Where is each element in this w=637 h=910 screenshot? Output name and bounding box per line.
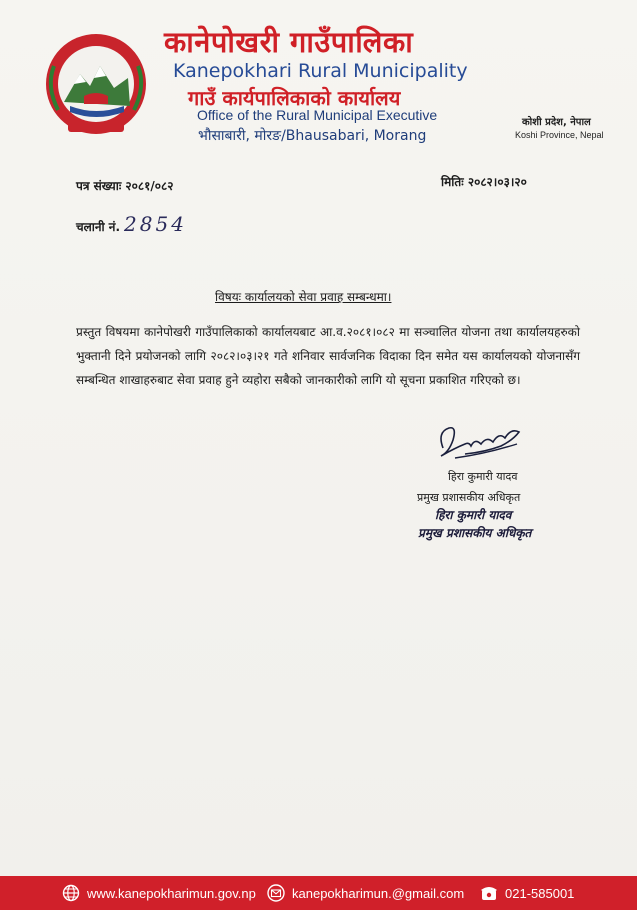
dispatch-handwritten-number: 2854 (124, 212, 187, 236)
email-text: kanepokharimun.@gmail.com (292, 885, 465, 901)
municipality-title-np: कानेपोखरी गाउँपालिका (164, 25, 414, 59)
dispatch-number (76, 212, 187, 236)
province-en: Koshi Province, Nepal (515, 130, 604, 140)
letter-body: प्रस्तुत विषयमा कानेपोखरी गाउँपालिकाको कार्यालयबाट आ.व.२०८१।०८२ मा सञ्चालित योजना तथा कार्यालयहरुको भुक्तानी दिने प्रयोजनको लागि २०८२।०३।२१ गते शनिवार सार्वजनिक विदाका दिन समेत यस कार्यालयको योजनासँग सम्बन्धित शाखाहरुबाट सेवा प्रवाह हुने व्यहोरा सबैको जानकारीको लागि यो सूचना प्रकाशित गरिएको छ। (76, 325, 580, 387)
office-address: भौसाबारी, मोरङ/Bhausabari, Morang (198, 128, 427, 144)
globe-icon (62, 884, 80, 902)
handwritten-signature (435, 418, 525, 464)
signatory-title: प्रमुख प्रशासकीय अधिकृत (417, 491, 521, 504)
office-title-np: गाउँ कार्यपालिकाको कार्यालय (188, 86, 401, 110)
reference-number: पत्र संख्याः २०८१/०८२ (76, 179, 174, 193)
letter-date: मितिः २०८२।०३।२० (441, 175, 527, 189)
letter-subject: विषयः कार्यालयको सेवा प्रवाह सम्बन्धमा। (215, 290, 392, 304)
dispatch-label: चलानी नं. (76, 220, 121, 234)
signatory-name: हिरा कुमारी यादव (448, 470, 518, 483)
phone-text: 021-585001 (505, 885, 575, 901)
municipality-title-en: Kanepokhari Rural Municipality (173, 60, 468, 82)
stamp-name: हिरा कुमारी यादव (435, 508, 512, 522)
footer-website[interactable] (62, 883, 256, 903)
phone-icon (480, 884, 498, 902)
website-text: www.kanepokharimun.gov.np (87, 885, 256, 901)
email-icon (267, 884, 285, 902)
nepal-emblem-icon (40, 26, 152, 138)
footer-bar (0, 876, 637, 910)
stamp-title: प्रमुख प्रशासकीय अधिकृत (418, 526, 532, 540)
office-title-en: Office of the Rural Municipal Executive (197, 107, 438, 123)
footer-email[interactable] (267, 883, 464, 903)
province-np: कोशी प्रदेश, नेपाल (522, 117, 591, 128)
footer-phone[interactable] (480, 883, 574, 903)
